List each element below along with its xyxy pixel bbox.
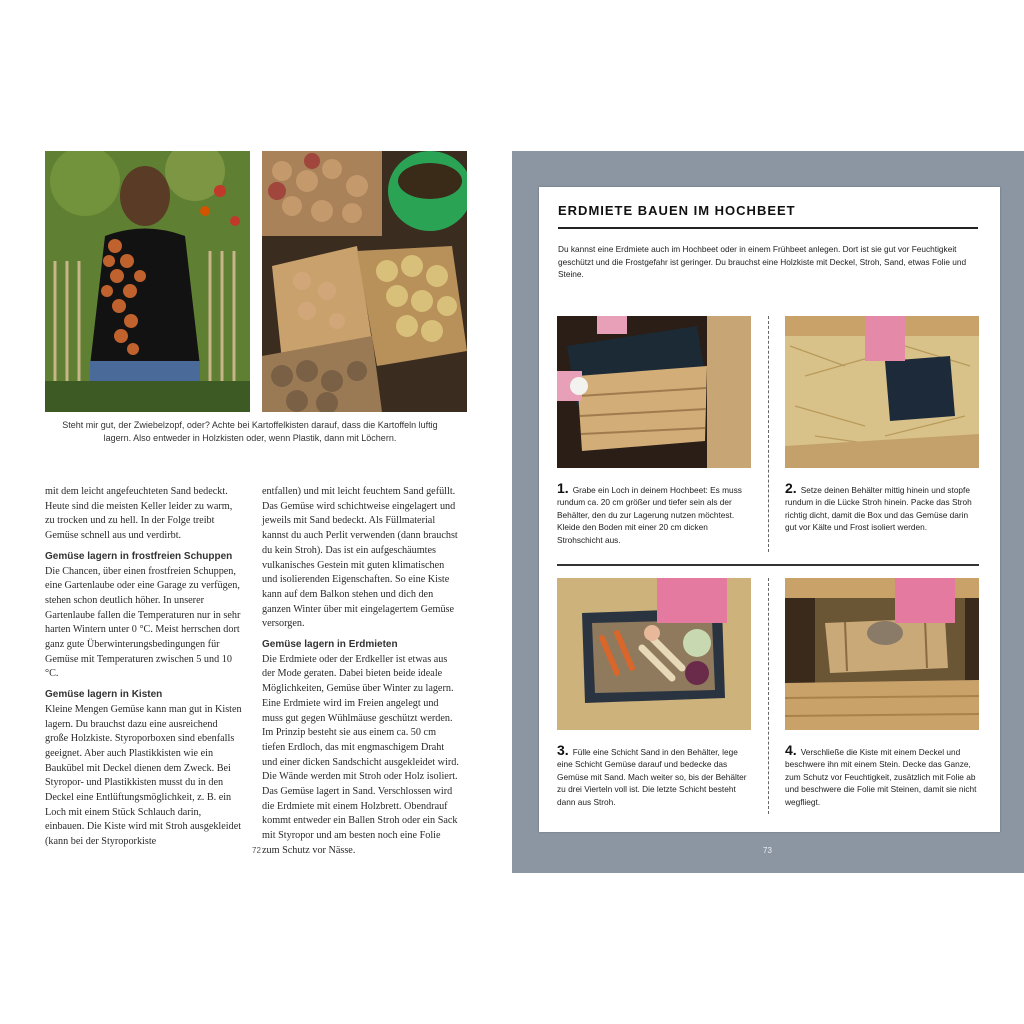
card-intro: Du kannst eine Erdmiete auch im Hochbeet oder in einem Frühbeet anlegen. Dort ist sie gut vor Feuchtigkeit geschützt und die Frostgefahr ist geringer. Du brauchst eine Holzkiste mit Deckel, Stroh, Sand, etwas Folie und Steine. [558,244,967,280]
section-heading-schuppen: Gemüse lagern in frostfreien Schuppen [45,550,233,562]
step-2 [785,482,977,534]
step-3 [557,744,749,808]
step-number: 4. [785,742,797,758]
text-column-left [45,485,243,850]
section-heading-erdmieten: Gemüse lagern in Erdmieten [262,639,398,651]
potato-crates-photo [262,151,467,412]
section-heading-kisten: Gemüse lagern in Kisten [45,689,163,701]
straw-around-box-photo [785,316,979,468]
divider-horizontal [557,564,979,566]
woman-with-onion-braid-photo [45,151,250,412]
step-1 [557,482,749,546]
step-number: 3. [557,742,569,758]
divider-vertical-top [768,316,769,552]
card-title: ERDMIETE BAUEN IM HOCHBEET [558,203,796,218]
title-rule [558,227,978,229]
lid-with-stone-photo [785,578,979,730]
text-column-right [262,485,460,859]
page-number-right: 73 [763,846,772,855]
divider-vertical-bottom [768,578,769,814]
step-text: Grabe ein Loch in deinem Hochbeet: Es muss rundum ca. 20 cm größer und tiefer sein als der Behälter, den du zur Lagerung nutzen möchtest. Kleide den Boden mit einer 20 cm dicken Strohschicht aus. [557,485,742,545]
crate-in-hole-photo [557,316,751,468]
paragraph: entfallen) und mit leicht feuchtem Sand gefüllt. Das Gemüse wird schichtweise eingelagert und jeweils mit Sand bedeckt. Als Füllmaterial kannst du auch Perlit verwenden (dann brauchst du kein Stroh). Das ist ein aufgeschäumtes vulkanisches Gestein mit guten klimatischen und isolierenden Eigenschaften. So eine Kiste kann auf dem Balkon stehen und dich den ganzen Winter über mit eingelagertem Gemüse versorgen. [262,486,458,630]
step-text: Verschließe die Kiste mit einem Deckel und beschwere ihn mit einem Stein. Decke das Ganze, zum Schutz vor Feuchtigkeit, zusätzlich mit Folie ab und beschwere die Folie mit Steinen, damit sie nicht wegfliegt. [785,747,977,807]
paragraph: mit dem leicht angefeuchteten Sand bedeckt. Heute sind die meisten Keller leider zu warm, zu trocken und zu hell. In der Folge treibt Gemüse schnell aus und verdirbt. [45,486,233,542]
photo-caption: Steht mir gut, der Zwiebelzopf, oder? Achte bei Kartoffelkisten darauf, dass die Kartoffeln luftig lagern. Also entweder in Holzkisten oder, wenn Plastik, dann mit Löchern. [62,420,438,443]
step-number: 1. [557,480,569,496]
step-text: Setze deinen Behälter mittig hinein und stopfe rundum in die Lücke Stroh hinein. Packe das Stroh richtig dicht, damit die Box und das Gemüse darin gut vor Kälte und Frost isoliert werden. [785,485,972,533]
vegetables-in-box-photo [557,578,751,730]
step-text: Fülle eine Schicht Sand in den Behälter, lege eine Schicht Gemüse darauf und bedecke das Gemüse mit Sand. Mach weiter so, bis der Behälter zu drei Vierteln voll ist. Die letzte Schicht besteht dann aus Stroh. [557,747,747,807]
paragraph: Die Erdmiete oder der Erdkeller ist etwas aus der Mode geraten. Dabei bieten beide ideale Möglichkeiten, Gemüse über Winter zu lagern. Eine Erdmiete wird im Freien angelegt und muss gut gegen Wühlmäuse geschützt werden. Im Prinzip besteht sie aus einem ca. 50 cm tiefen Erdloch, das mit engmaschigem Draht und einer dicken Sandschicht ausgekleidet wird. Die Wände werden mit Stroh oder Holz isoliert. Das Gemüse lagert in Sand. Verschlossen wird die Erdmiete mit einem Holzbrett. Obendrauf kommt entweder ein Ballen Stroh oder ein Sack mit Styropor und am besten noch eine Folie zum Schutz vor Nässe. [262,653,459,856]
step-4 [785,744,977,808]
paragraph: Kleine Mengen Gemüse kann man gut in Kisten lagern. Du brauchst dazu eine ausreichend große Holzkiste. Styroporboxen sind ebenfalls geeignet. Aber auch Plastikkisten wie ein Baukübel mit Deckel dienen dem Zweck. Bei Styropor- und Plastikkisten musst du in den Deckel eine Entlüftungsmöglichkeit, z. B. ein Loch mit einem Stück Schlauch darin, einbauen. Die Kiste wird mit Stroh ausgekleidet (kann bei der Styroporkiste [45,703,242,848]
page-number-left: 72 [252,846,261,855]
paragraph: Die Chancen, über einen frostfreien Schuppen, eine Gartenlaube oder eine Garage zu verfügen, stehen schon deutlich höher. In unserer Gartenlaube fallen die Temperaturen nur in sehr harten Wintern unter 0 °C. Meist herrschen dort ganz gute Überwinterungsbedingungen für Gemüse mit Temperaturen zwischen 5 und 10 °C. [45,565,241,680]
step-number: 2. [785,480,797,496]
